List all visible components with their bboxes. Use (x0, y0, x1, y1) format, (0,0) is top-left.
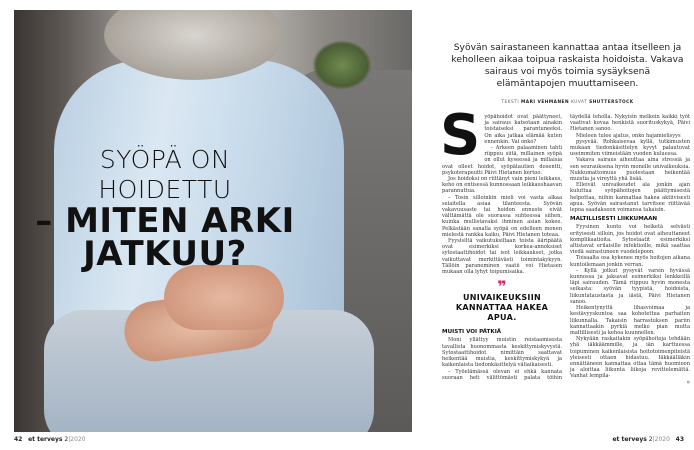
pull-quote-text: UNIVAIKEUKSIIN KANNATTAA HAKEA APUA. (455, 293, 549, 323)
footer-right: et terveys 2|2020 43 (612, 436, 684, 443)
photographer: SHUTTERSTOCK (589, 100, 634, 105)
headline-line3: JATKUU? (83, 234, 247, 274)
paragraph: Mieleen tulee ajatus, onko hajamielisyys (576, 132, 681, 139)
paragraph: Jos hoidoksi on riittänyt vain pieni leikkaus, keho on entisessä kunnossaan leikkaushaavan parannuttua. (442, 176, 562, 195)
paragraph: – Kyllä jotkut pysyvät varsin hyvässä kunnossa ja jaksavat esimerkiksi lenkkeillä läpi sairauden. Tämä riippuu hyvin monesta seikasta: syövän tyypistä, hoidoista, liikuntataustasta ja iästä, Päivi Hietanen sanoo. (570, 267, 690, 305)
article-column-2 (570, 139, 690, 386)
page-number: 42 (14, 436, 23, 443)
credit-label: KUVAT (570, 100, 588, 105)
year: 2020 (70, 436, 86, 443)
credit-label: TEKSTI (501, 100, 520, 105)
author: MARI VEHMANEN (521, 100, 570, 105)
paragraph: Toisaalta osa kykenee myös hoitojen aikana kuntoilemaan jonkin verran. (570, 255, 690, 268)
hand (164, 265, 284, 330)
paragraph: Moni yllättyy muistin reistaamisesta tavallista huonommasta keskittymiskyvystä. Sytostaattihoidot nimittäin saattavat heikentää muistia, keskittymiskykyä ja kaikenlaista tiedonkäsittelyä väliaikaisesti. (442, 337, 562, 369)
paragraph: pysyvää. Rohkaisevaa kyllä, tutkimusten mukaan tiedonkäsittelyn kyvyt palautuvat useimmiten viimeistään vuoden kuluessa. (570, 138, 690, 158)
paragraph: – Tosin silloinkin mieli voi vasta alkaa selaitella asiaa tilanteesta. Syövän vakavuusaste tai hoidon ennuste eivät välttämättä ole suorassa suhteessa siihen, kuinka mullistavaksi ihminen asian kokee. Pelkästään sanalla syöpä on edelleen monen mielestä rankka kaiku, Päivi Hietanen toteaa. (442, 194, 562, 238)
magazine-name: et terveys (28, 436, 63, 443)
plant (312, 40, 372, 90)
magazine-name: et terveys (612, 436, 647, 443)
lead-paragraph: Syövän sairastaneen kannattaa antaa itselleen ja keholleen aikaa toipua raskaista hoidoista. Vakava sairaus voi myös toimia sysäyksenä elämäntapojen muuttamiseen. (451, 42, 684, 89)
paragraph: – Työelämässä olevan ei ehkä kannata suoraan heti välittömästi palata töihin täydellä teholla. Nykyisin melkein kaikki työt vaativat kovaa henkistä suorituskykyä, Päivi Hietanen sanoo. (442, 114, 690, 381)
page-number: 43 (675, 436, 684, 443)
credits (450, 100, 685, 105)
footer-left: 42 et terveys 2|2020 (14, 436, 86, 443)
headline-line2: – MITEN ARKI (35, 201, 295, 241)
paragraph: Heikentynyttä lihasvoimaa ja kestävyyskuntoa saa kohotettua parhaiten liikunnalla. Takaisin harrastuksen pariin kannattaakin pyrkiä melko pian mutta maltillisesti ja kehoa kuunnellen. (570, 305, 690, 336)
paragraph: Nykyään raskaitakin syöpähoitoja tehdään yhä iäkkäämmille, ja iän karttuessa toipuminen kaikenlaisista hoitotoimenpiteistä yleisesti ottaen hidastuu. Iäkkäälläkin ennättäneen kannattaa ottaa tämä huomioon ja aloittaa liikunta liikoja revittelemättä. Vanhat lempila- (570, 336, 690, 380)
quote-mark-icon: ❞ (497, 277, 507, 297)
year: 2020 (654, 436, 670, 443)
paragraph: Elleivät univaikeudet ala jonkin ajan kuluttua syöpähoitojen päättymisestä helpottaa, niihin kannattaa hakea aktiivisesti apua. Syövän sairastanut tarvitsee riittävää lepoa saadakseen voimansa takaisin. (570, 182, 690, 214)
drop-cap: S (440, 103, 481, 168)
paragraph: Vakava sairaus aiheuttaa aina stressiä ja sen seurauksena hyvin monelle univaikeuksia. Nukkumattomuus puolestaan heikentää muistia ja vireyttä yhä lisää. (570, 157, 690, 183)
paragraph: Fyysinen kunto voi heiketä selvästi erityisesti silloin, jos hoidot ovat aiheuttaneet komplikaatioita. Sytostaatit esimerkiksi altistavat erilaisille infektioille, mikä saattaa viedä sairastuneen vuodelepoon. (570, 224, 690, 256)
continue-arrow-icon: » (686, 378, 690, 386)
subheading: MALTILLISESTI LIIKKUMAAN (570, 216, 658, 223)
article-body (440, 103, 690, 386)
paragraph: – Arkeen palaaminen tahti riippuu siitä, millainen syöpä on ollut kyseessä ja millaisia ovat olleet hoidot, syöpätautien dosentti, psykoterapeutti Päivi Hietanen kertoo. (442, 145, 562, 176)
issue: 2 (64, 436, 69, 443)
headline-line1: SYÖPÄ ON HOIDETTU (98, 145, 232, 204)
subheading: MUISTI VOI PÄTKIÄ (442, 329, 502, 336)
paragraph: Fyysisiltä vaikutuksiltaan toista ääripäätä ovat esimerkiksi korkea-annoksiset sytostaattihoidot tai isot leikkaukset, jotka vaikuttavat merkittävästi toimintakykyyn. Tällöin paraneminen vaatii voi Hietasen mukaan olla lyhyt toipumisaika. (442, 238, 562, 276)
paragraph: yöpähoidot ovat päättyneet, ja sairaus katsotaan ainakin toistaiseksi parantuneeksi. On aika jatkaa elämää kuten ennenkin. Vai onko? (484, 114, 562, 145)
pull-quote (442, 278, 562, 326)
issue: 2 (648, 436, 653, 443)
headline (30, 145, 300, 274)
